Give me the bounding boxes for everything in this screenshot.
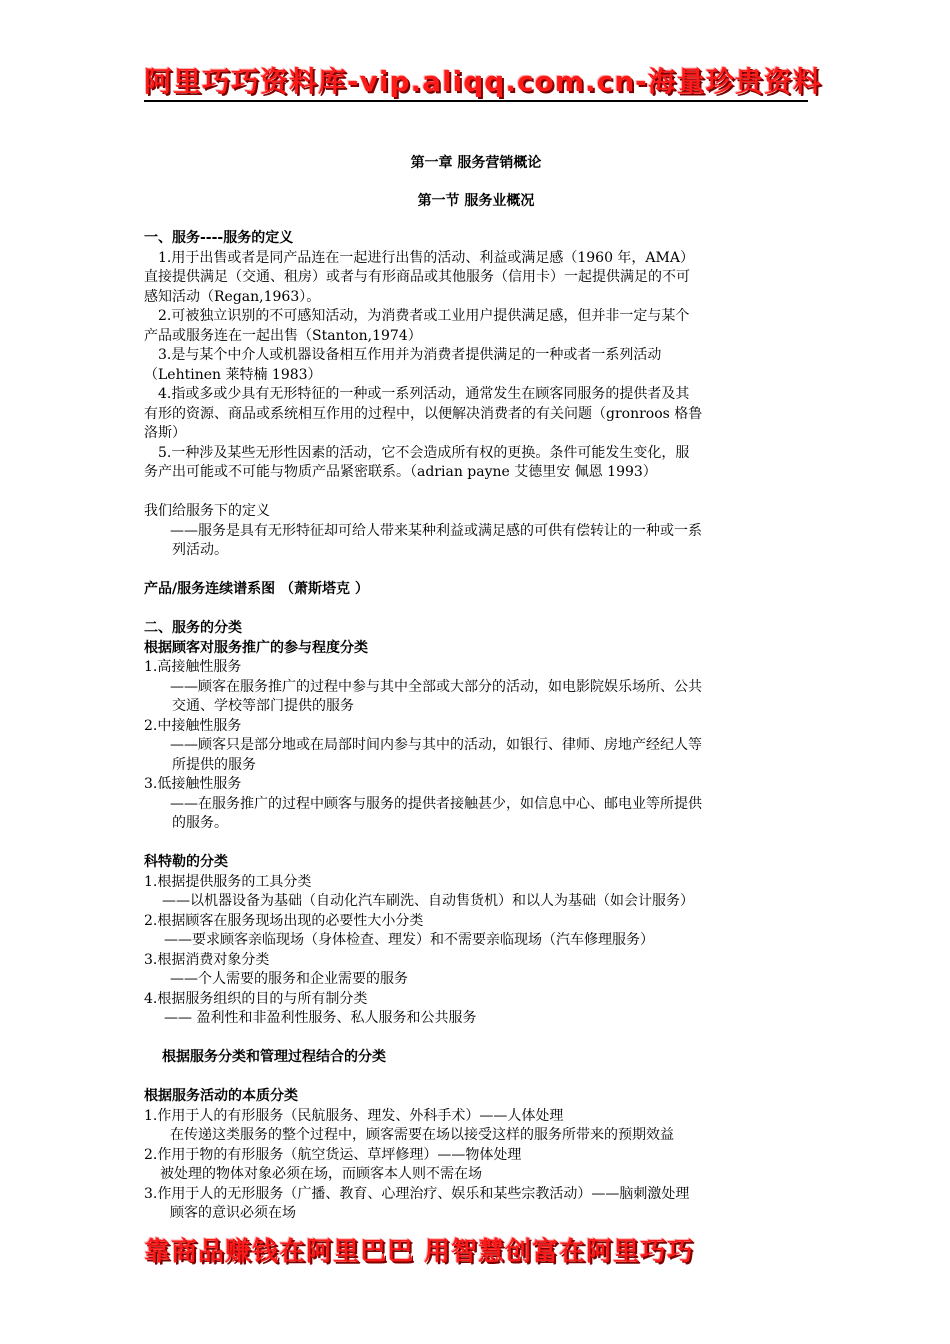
section-2-heading: 二、服务的分类 [144, 620, 242, 636]
nature-2-title: 2.作用于物的有形服务（航空货运、草坪修理）——物体处理 [144, 1146, 522, 1163]
our-definition-line-2: 列活动。 [172, 542, 228, 558]
high-contact-desc-2: 交通、学校等部门提供的服务 [172, 698, 354, 714]
nature-2-desc: 被处理的物体对象必须在场，而顾客本人则不需在场 [160, 1166, 482, 1182]
spectrum-heading: 产品/服务连续谱系图 （萧斯塔克 ） [144, 581, 369, 597]
definition-5-line-1: 5.一种涉及某些无形性因素的活动，它不会造成所有权的更换。条件可能发生变化，服 [158, 444, 690, 461]
document-body [144, 150, 808, 1224]
definition-5-line-2: 务产出可能或不可能与物质产品紧密联系。（adrian payne 艾德里安 佩恩 1993） [144, 464, 657, 480]
kotler-4-title: 4.根据服务组织的目的与所有制分类 [144, 990, 368, 1007]
high-contact-title: 1.高接触性服务 [144, 659, 242, 675]
chapter-title: 第一章 服务营销概论 [410, 155, 542, 171]
definition-4-line-1: 4.指或多或少具有无形特征的一种或一系列活动，通常发生在顾客同服务的提供者及其 [158, 386, 690, 402]
definition-2-line-2: 产品或服务连在一起出售（Stanton,1974） [144, 327, 422, 344]
nature-1-title: 1.作用于人的有形服务（民航服务、理发、外科手术）——人体处理 [144, 1107, 564, 1124]
medium-contact-title: 2.中接触性服务 [144, 717, 242, 734]
top-banner: 阿里巧巧资料库-vip.aliqq.com.cn-海量珍贵资料 [144, 65, 822, 98]
low-contact-title: 3.低接触性服务 [144, 776, 242, 792]
our-definition-line-1: ——服务是具有无形特征却可给人带来某种利益或满足感的可供有偿转让的一种或一系 [170, 522, 702, 539]
definition-4-line-2: 有形的资源、商品或系统相互作用的过程中，以便解决消费者的有关问题（gronroos 格鲁 [144, 405, 703, 422]
low-contact-desc-2: 的服务。 [172, 815, 228, 831]
kotler-heading: 科特勒的分类 [144, 854, 228, 870]
definition-1-line-3: 感知活动（Regan,1963）。 [144, 288, 321, 305]
definition-4-line-3: 洛斯） [144, 425, 186, 441]
definition-2-line-1: 2.可被独立识别的不可感知活动，为消费者或工业用户提供满足感，但并非一定与某个 [158, 308, 690, 324]
section-1-heading: 一、服务----服务的定义 [144, 230, 294, 246]
kotler-2-title: 2.根据顾客在服务现场出现的必要性大小分类 [144, 912, 424, 929]
low-contact-desc-1: ——在服务推广的过程中顾客与服务的提供者接触甚少，如信息中心、邮电业等所提供 [170, 795, 702, 812]
management-heading: 根据服务分类和管理过程结合的分类 [162, 1049, 386, 1065]
definition-1-line-1: 1.用于出售或者是同产品连在一起进行出售的活动、利益或满足感（1960 年，AMA） [158, 249, 694, 266]
kotler-1-desc: ——以机器设备为基础（自动化汽车刷洗、自动售货机）和以人为基础（如会计服务） [162, 893, 694, 909]
nature-3-desc: 顾客的意识必须在场 [170, 1205, 296, 1221]
kotler-1-title: 1.根据提供服务的工具分类 [144, 873, 312, 890]
high-contact-desc-1: ——顾客在服务推广的过程中参与其中全部或大部分的活动，如电影院娱乐场所、公共 [170, 678, 702, 695]
kotler-3-title: 3.根据消费对象分类 [144, 951, 270, 968]
section-title: 第一节 服务业概况 [417, 192, 535, 209]
definition-3-line-2: （Lehtinen 莱特楠 1983） [144, 366, 322, 383]
definition-3-line-1: 3.是与某个中介人或机器设备相互作用并为消费者提供满足的一种或者一系列活动 [158, 347, 662, 363]
kotler-3-desc: ——个人需要的服务和企业需要的服务 [170, 971, 408, 987]
medium-contact-desc-1: ——顾客只是部分地或在局部时间内参与其中的活动，如银行、律师、房地产经纪人等 [170, 737, 702, 753]
our-definition-label: 我们给服务下的定义 [144, 503, 270, 519]
nature-heading: 根据服务活动的本质分类 [144, 1088, 298, 1104]
participation-subheading: 根据顾客对服务推广的参与程度分类 [144, 639, 368, 656]
banner-divider [144, 100, 808, 102]
nature-1-desc: 在传递这类服务的整个过程中，顾客需要在场以接受这样的服务所带来的预期效益 [170, 1127, 674, 1143]
kotler-2-desc: ——要求顾客亲临现场（身体检查、理发）和不需要亲临现场（汽车修理服务） [164, 932, 654, 948]
definition-1-line-2: 直接提供满足（交通、租房）或者与有形商品或其他服务（信用卡）一起提供满足的不可 [144, 269, 690, 285]
nature-3-title: 3.作用于人的无形服务（广播、教育、心理治疗、娱乐和某些宗教活动）——脑刺激处理 [144, 1185, 690, 1202]
medium-contact-desc-2: 所提供的服务 [172, 756, 256, 773]
kotler-4-desc: —— 盈利性和非盈利性服务、私人服务和公共服务 [164, 1010, 477, 1026]
bottom-banner: 靠商品赚钱在阿里巴巴 用智慧创富在阿里巧巧 [144, 1237, 695, 1267]
